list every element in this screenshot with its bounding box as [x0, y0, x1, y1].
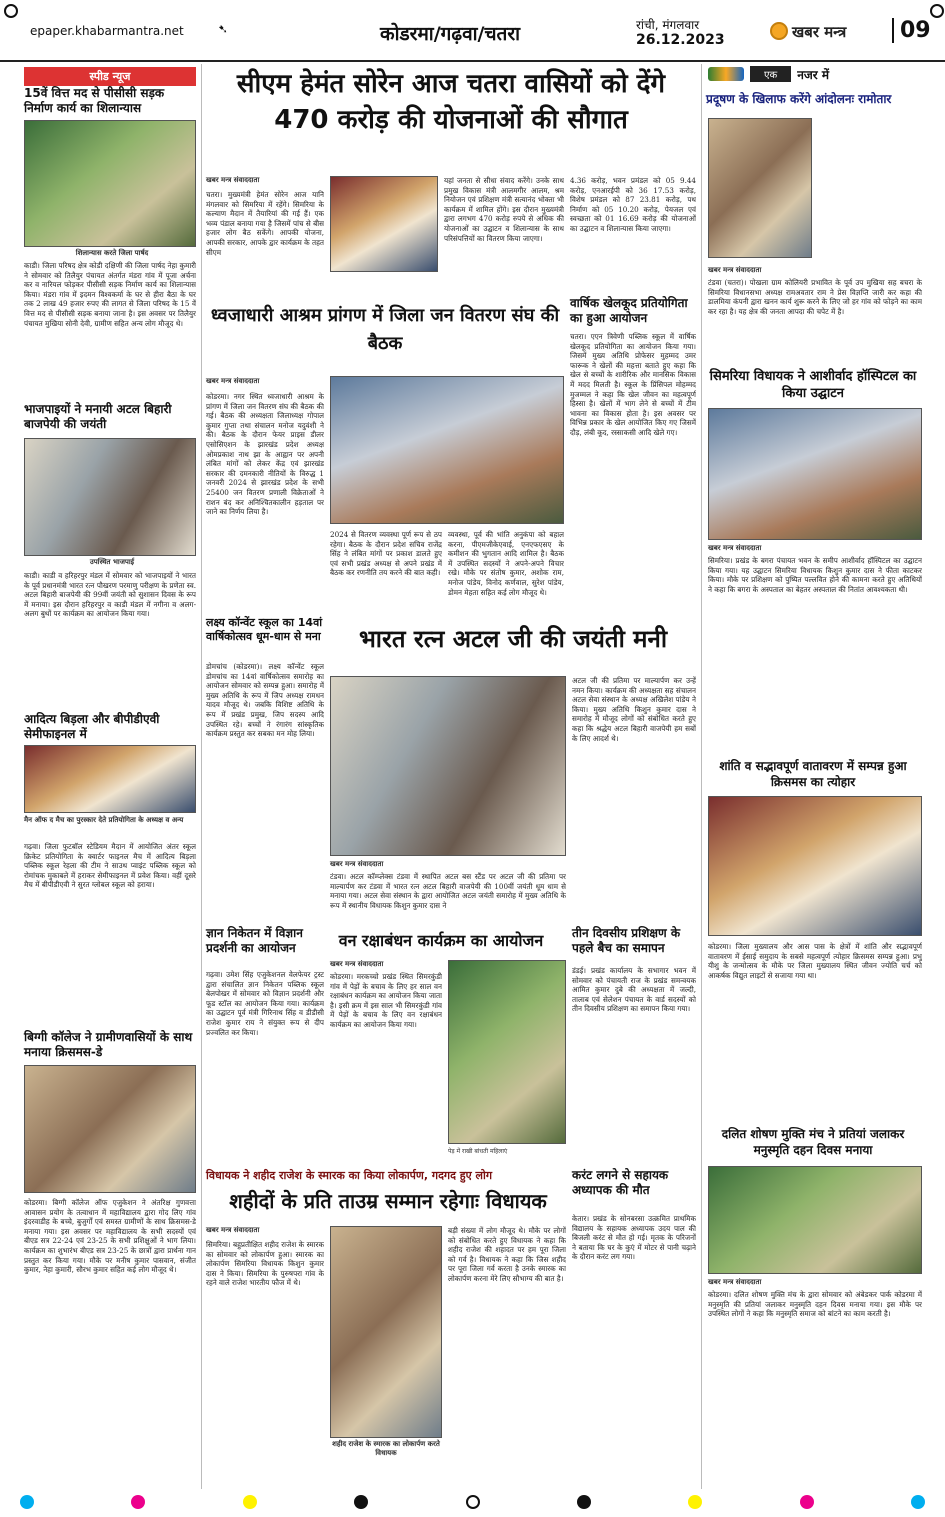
left-photo-2: [24, 438, 196, 556]
lead-article-2: यहां जनता से सीधा संवाद करेंगे। उनके साथ प्रमुख विकास मंत्री आलमगीर आलम, श्रम नियोजन एवं प्रशिक्षण मंत्री सत्यानंद भोक्ता भी कार्यक्रम में शामिल होंगे। इस दौरान मुख्यमंत्री द्वारा लगभग 470 करोड़ रुपये से अधिक की योजनाओं का उद्घाटन व शिलान्यास के साथ परिसंपत्तियों का वितरण किया जाएगा।: [444, 176, 564, 243]
atal-article-2: अटल जी की प्रतिमा पर माल्यार्पण कर उन्हें नमन किया। कार्यक्रम की अध्यक्षता सह संचालन अटल सेवा संस्थान के अध्यक्ष अखिलेश पांडेय ने किया। मुख्य अतिथि किशुन कुमार दास ने समारोह में मौजूद लोगों को संबोधित करते हुए कहा कि श्रद्धेय अटल बिहारी वाजपेयी हम सबों के लिए आदर्श थे।: [572, 676, 696, 743]
left-caption-2: उपस्थित भाजपाई: [89, 558, 135, 566]
black-dot: [354, 1495, 368, 1509]
dhwaj-article-3: व्यवस्था, पूर्व की भांति अनुकंपा को बहाल करना, पीएमजीकेएवाई, एनएफएसए के कमीशन की भुगतान आदि शामिल है। बैठक में उपस्थित सदस्यों ने अपने-अपने विचार रखे। मौके पर संतोष कुमार, अशोक राम, मनोज पांडेय, विनोद कर्णवाल, सुरेश पांडेय, डोमन मेहता सहित कई लोग मौजूद थे।: [448, 530, 564, 597]
left-headline-2: भाजपाइयों ने मनायी अटल बिहारी बाजपेयी की जयंती: [24, 402, 172, 431]
dhwaj-byline: खबर मन्त्र संवाददाता: [206, 377, 260, 385]
left-article-1: काडी। जिला परिषद क्षेत्र कोडी दक्षिणी की जिला पार्षद नेहा कुमारी ने सोमवार को तिलैयुर पंचायत अंतर्गत मंडरा गांव में पूजा अर्चना कर व नारियल फोड़कर पीसीसी सड़क निर्माण कार्य का शिलान्यास किया। मंडरा गांव में इदमन विश्वकर्मा के घर से हीरा बैठा के घर तक 2 लाख 49 हजार रुपए की लागत से जिला परिषद के 15 वें वित्त मद से पीसीसी सड़क बनाया जाना है। इस अवसर पर तिलैयुर पंचायत मुखिया सोनी देवी, ग्रामीण सहित अन्य लोग मौजूद थे।: [24, 261, 196, 328]
registration-dot: [4, 4, 18, 18]
left-caption-3: मैन ऑफ द मैच का पुरस्कार देते प्रतियोगिता के अध्यक्ष व अन्य: [24, 816, 184, 824]
shaheed-headline: शहीदों के प्रति ताउम्र सम्मान रहेगाः विधायक: [229, 1189, 547, 1213]
lead-article-3: 4.36 करोड़, भवन प्रमंडल को 05 9.44 करोड़, एनआरईपी को 36 17.53 करोड़, विशेष प्रमंडल को 87 23.81 करोड़, पथ निर्माण को 05 10.20 करोड़, पेयजल एवं स्वच्छता को 01 16.69 करोड़ की योजनाओं का उद्घाटन व शिलान्यास किया जाएगा।: [570, 176, 696, 233]
shaheed-kicker: विधायक ने शहीद राजेश के स्मारक का किया लोकार्पण, गदगद हुए लोग: [206, 1169, 493, 1182]
right-headline-4: दलित शोषण मुक्ति मंच ने प्रतियां जलाकर मनुस्मृति दहन दिवस मनाया: [721, 1127, 905, 1157]
city-day: रांची, मंगलवार: [636, 18, 700, 32]
right-article-4: कोडरमा। दलित शोषण मुक्ति मंच के द्वारा सोमवार को अंबेडकर पार्क कोडरमा में मनुस्मृति की प्रतियां जलाकर मनुस्मृति दहन दिवस मनाया गया। इस मौके पर उपस्थित लोगों ने कहा कि मनुस्मृति समाज को बांटने का काम करती है।: [708, 1290, 922, 1319]
left-photo-1: [24, 120, 196, 247]
left-article-3: गढ़वा। जिला फुटबॉल स्टेडियम मैदान में आयोजित अंतर स्कूल क्रिकेट प्रतियोगिता के क्वार्टर फाइनल मैच में आदित्य बिड़ला पब्लिक स्कूल रेहला की टीम ने साउथ प्वाइंट पब्लिक स्कूल को रोमांचक मुकाबले में हराकर सेमीफाइनल में प्रवेश किया। वहीं दूसरे मैच में बीपीडीएवी ने सुरत ग्लोबल स्कूल को हराया।: [24, 842, 196, 890]
cursor-icon: ➷: [218, 22, 229, 36]
cyan-dot: [911, 1495, 925, 1509]
black-dot: [577, 1495, 591, 1509]
sports-article: चतरा। एएन त्रिवेणी पब्लिक स्कूल में वार्षिक खेलकूद प्रतियोगिता का आयोजन किया गया। जिसमें मुख्य अतिथि प्रोफेसर मुहम्मद उमर फारूक ने खेलों की महत्ता बताते हुए कहा कि खेल से बच्चों के शारीरिक और मानसिक विकास में मदद मिलती है। स्कूल के प्रिंसिपल मोहम्मद मुजम्मल ने कहा कि खेल जीवन का महत्वपूर्ण हिस्सा है। खेलों में भाग लेने से बच्चों में टीम भावना का विकास होता है। इस अवसर पर विभिन्न प्रकार के खेल आयोजित किए गए जिसमें दौड़, लंबी कूद, रस्साकसी आदि खेले गए।: [570, 332, 696, 437]
left-headline-4: बिग्गी कॉलेज ने ग्रामीणवासियों के साथ मनाया क्रिसमस-डे: [24, 1030, 193, 1059]
dhwaj-article-2: 2024 से वितरण व्यवस्था पूर्ण रूप से ठप रहेगा। बैठक के दौरान प्रदेश सचिव राजेंद्र सिंह ने लंबित मांगों पर प्रकाश डालते हुए एवं सभी प्रखंड अध्यक्ष से अपने प्रखंड में बैठक कर रणनीति तय करने की बात कही।: [330, 530, 442, 578]
dhwaj-article-1: कोडरमा। नगर स्थित ध्वजाधारी आश्रम के प्रांगण में जिला जन वितरण संघ की बैठक की गई। बैठक की अध्यक्षता जिलाध्यक्ष गोपाल कुमार गुप्ता तथा संचालन मनोज यदुवंशी ने की। बैठक के दौरान फेयर प्राइस डीलर एसोसिएशन के झारखंड प्रदेश अध्यक्ष ओमप्रकाश नाथ झा के आह्वान पर अपनी लंबित मांगों को लेकर केंद्र एवं झारखंड सरकार की दमनकारी नीतियों के विरुद्ध 1 जनवरी 2024 से झारखंड प्रदेश के सभी 25400 जन वितरण प्रणाली विक्रेताओं ने राशन बंद कर अनिश्चितकालीन हड़ताल पर जाने का निर्णय लिया है।: [206, 392, 324, 517]
region-title: कोडरमा/गढ़वा/चतरा: [380, 23, 521, 45]
lead-article-1: चतरा। मुख्यमंत्री हेमंत सोरेन आज यानि मंगलवार को सिमरिया में रहेंगे। सिमरिया के कल्याण मैदान में तैयारियां की गई हैं। एक भव्य पंडाल बनाया गया है जिसमें पांच से बीस हजार लोग बैठ सकेंगे। आपकी योजना, आपकी सरकार, आपके द्वार कार्यक्रम के तहत सीएम: [206, 190, 324, 257]
karant-article: केतार। प्रखंड के सोनबरसा उत्क्रमित प्राथमिक विद्यालय के सहायक अध्यापक उदय पाल की बिजली करंट से मौत हो गई। मृतक के परिजनों ने बताया कि घर के कुएं में मोटर से पानी चढ़ाने के दौरान करंट लग गया।: [572, 1214, 696, 1262]
right-photo-3: [708, 796, 922, 936]
right-byline-4: खबर मन्त्र संवाददाता: [708, 1278, 762, 1286]
column-rule: [701, 64, 702, 1489]
shaheed-article-1: सिमरिया। बहुप्रतीक्षित शहीद राजेश के स्मारक का सोमवार को लोकार्पण हुआ। स्मारक का लोकार्पण सिमरिया विधायक किशुन कुमार दास ने किया। सिमरिया के पुरुषपरा गांव के रहने वाले राजेश भारतीय फौज में थे।: [206, 1240, 324, 1288]
shaheed-photo: [330, 1226, 442, 1438]
shaheed-article-2: बड़ी संख्या में लोग मौजूद थे। मौके पर लोगों को संबोधित करते हुए विधायक ने कहा कि शहीद राजेश की शहादत पर हम पूरा जिला को गर्व है। विधायक ने कहा कि जिस शहीद पर पूरा जिला गर्व करता है उनके स्मारक का लोकार्पण करना मेरे लिए सौभाग्य की बात है।: [448, 1226, 566, 1283]
ek-nazar-tag: [708, 66, 918, 82]
train-article: डंडई। प्रखंड कार्यालय के सभागार भवन में सोमवार को पंचायती राज के प्रखंड समन्वयक आमित कुमार दुबे की अध्यक्षता में जल्दी, तालाब एवं सेलेशन पंचायत के वार्ड सदस्यों को तीन दिवसीय प्रशिक्षण का समापन किया गया।: [572, 966, 696, 1014]
left-caption-1: शिलान्यास करते जिला पार्षद: [75, 249, 149, 257]
karant-headline: करंट लगने से सहायक अध्यापक की मौत: [572, 1168, 669, 1197]
nazar-label: नजर में: [797, 67, 830, 82]
yellow-dot: [243, 1495, 257, 1509]
right-byline-2: खबर मन्त्र संवाददाता: [708, 544, 762, 552]
color-bar-bottom: [20, 1494, 925, 1510]
page-number: 09: [892, 18, 931, 43]
dhwaj-headline: ध्वजाधारी आश्रम प्रांगण में जिला जन वितरण संघ की बैठक: [210, 305, 560, 354]
issue-date: 26.12.2023: [636, 32, 725, 48]
van-caption: पेड़ में राखी बांधती महिलाएं: [448, 1148, 508, 1155]
dhwaj-photo: [330, 376, 564, 524]
right-headline-1: प्रदूषण के खिलाफ करेंगे आंदोलनः रामोतार: [706, 92, 892, 106]
atal-photo: [330, 676, 566, 856]
right-article-3: कोडरमा। जिला मुख्यालय और आस पास के क्षेत्रों में शांति और सद्भावपूर्ण वातावरण में ईसाई समुदाय के सबसे महत्वपूर्ण त्योहार क्रिसमस सम्पन्न हुआ। प्रभु यीशु के जन्मोत्सव के मौके पर जिला मुख्यालय स्थित जीवन ज्योति चर्च को आकर्षक विद्युत लाइटों से सजाया गया था।: [708, 942, 922, 980]
ek-label: एक: [750, 66, 791, 82]
gyan-article: गढ़वा। उमेश सिंह एजुकेशनल वेलफेयर ट्रस्ट द्वारा संचालित ज्ञान निकेतन पब्लिक स्कूल बेलपोखर में सोमवार को विज्ञान प्रदर्शनी और फूड स्टॉल का आयोजन किया गया। कार्यक्रम का उद्घाटन पूर्व मंत्री गिरिनाथ सिंह व डीडीसी राजेश कुमार राय ने संयुक्त रूप से दीप प्रज्वलित कर किया।: [206, 970, 324, 1037]
yellow-dot: [688, 1495, 702, 1509]
right-headline-3: शांति व सद्भावपूर्ण वातावरण में सम्पन्न हुआ क्रिसमस का त्योहार: [719, 759, 907, 789]
right-photo-1: [708, 118, 812, 258]
left-photo-3: [24, 745, 196, 813]
right-photo-2: [708, 408, 922, 540]
school-headline: लक्ष्य कॉन्वेंट स्कूल का 14वां वार्षिकोत्सव धूम-धाम से मना: [206, 616, 323, 643]
van-article: कोडरमा। मरकच्चो प्रखंड स्थित सिमरकुंडी गांव में पेड़ों के बचाव के लिए हर साल वन रक्षाबंधन कार्यक्रम का आयोजन किया जाता है। इसी क्रम में इस साल भी सिमरकुंडी गांव में पेड़ों के बचाव के लिए वन रक्षाबंधन कार्यक्रम का आयोजन किया गया।: [330, 972, 442, 1029]
right-byline-1: खबर मन्त्र संवाददाता: [708, 266, 762, 274]
left-photo-4: [24, 1065, 196, 1193]
gyan-headline: ज्ञान निकेतन में विज्ञान प्रदर्शनी का आयोजन: [206, 926, 303, 955]
brand-logo-icon: [770, 22, 788, 40]
brand-name: खबर मन्त्र: [792, 23, 847, 41]
registration-dot: [930, 4, 944, 18]
school-article: डोमचांच (कोडरमा)। लक्ष्य कॉन्वेंट स्कूल डोमचांच का 14वां वार्षिकोत्सव समारोह का आयोजन सोमवार को सम्पन्न हुआ। समारोह में मुख्य अतिथि के रूप में जिप अध्यक्ष रामधन यादव मौजूद थे। जबकि विशिष्ट अतिथि के रूप में प्रखंड प्रमुख, जिप सदस्य आदि उपस्थित रहे। बच्चों ने रंगारंग सांस्कृतिक कार्यक्रम प्रस्तुत कर सबका मन मोह लिया।: [206, 662, 324, 739]
magenta-dot: [800, 1495, 814, 1509]
cyan-dot: [20, 1495, 34, 1509]
color-dots-top: [4, 4, 944, 18]
lead-headline: सीएम हेमंत सोरेन आज चतरा वासियों को देंगे 470 करोड़ की योजनाओं की सौगात: [236, 69, 666, 135]
van-photo: [448, 960, 566, 1144]
shaheed-caption: शहीद राजेश के स्मारक का लोकार्पण करते विधायक: [332, 1440, 440, 1457]
atal-article-1: टंडवा। अटल कॉम्प्लेक्स टंडवा में स्थापित अटल बस स्टैंड पर अटल जी की प्रतिमा पर माल्यार्पण कर टंडवा में भारत रत्न अटल बिहारी वाजपेयी की 100वीं जयंती धूम धाम से मनाया गया। अटल सेवा संस्थान के द्वारा आयोजित अटल जयंती समारोह में मुख्य अतिथि के रूप में स्थानीय विधायक किशुन कुमार दास ने: [330, 872, 566, 910]
site-url[interactable]: epaper.khabarmantra.net: [30, 24, 184, 38]
left-article-4: कोडरमा। बिग्गी कॉलेज ऑफ एजुकेशन ने अंतरिक्ष गुणवत्ता आवासन प्रयोग के तत्वाधान में महाविद्यालय द्वारा गोद लिए गांव इंदरवाडीह के बच्चे, बुजुर्गों एवं समस्त ग्रामीणों के साथ क्रिसमस-डे मनाया गया। इस अवसर पर महाविद्यालय के सभी सदस्यों एवं बीएड सत्र 22-24 एवं 23-25 के सभी प्रशिक्षुओं ने भाग लिया। कार्यक्रम का शुभारंभ बीएड सत्र 23-25 के छात्रों द्वारा प्रार्थना गान प्रस्तुत कर किया गया। मौके पर मनीष कुमार पासवान, संजीत कुमार, नेहा कुमारी, सौरभ कुमार सहित कई लोग मौजूद थे।: [24, 1198, 196, 1275]
speed-news-label: स्पीड न्यूज: [24, 67, 196, 86]
magenta-dot: [131, 1495, 145, 1509]
right-headline-2: सिमरिया विधायक ने आशीर्वाद हॉस्पिटल का किया उद्घाटन: [709, 369, 917, 401]
left-headline-3: आदित्य बिड़ला और बीपीडीएवी सेमीफाइनल में: [24, 712, 160, 741]
train-headline: तीन दिवसीय प्रशिक्षण के पहले बैच का समापन: [572, 926, 681, 955]
van-headline: वन रक्षाबंधन कार्यक्रम का आयोजन: [338, 931, 544, 950]
column-rule: [201, 64, 202, 1489]
masthead: [0, 0, 945, 62]
right-article-1: टंडवा (चतरा)। पोखला ग्राम कोलियरी प्रभावित के पूर्व उप मुखिया सह बचरा के सिमरिया विधानसभा अध्यक्ष रामअवतार राम ने प्रेस विज्ञप्ति जारी कर कहा की डालमिया कंपनी द्वारा खनन कार्य शुरू करने के लिए जो हर गांव को फोड़ने का काम कर रहा है। यह क्षेत्र की जनता आपदा की चपेट में है।: [708, 278, 922, 316]
lead-byline: खबर मन्त्र संवाददाता: [206, 176, 260, 184]
right-photo-4: [708, 1166, 922, 1274]
sports-headline: वार्षिक खेलकूद प्रतियोगिता का हुआ आयोजन: [570, 296, 688, 325]
van-byline: खबर मन्त्र संवाददाता: [330, 960, 384, 968]
atal-headline: भारत रत्न अटल जी की जयंती मनी: [358, 625, 668, 653]
lead-photo: [330, 176, 438, 272]
registration-mark-icon: [466, 1495, 480, 1509]
left-article-2: काडी। काडी व हरिहरपुर मंडल में सोमवार को भाजपाइयों ने भारत के पूर्व प्रधानमंत्री भारत रत्न पौखरण परमाणु परीक्षण के प्रणेता स्व. अटल बिहारी बाजपेयी की 99वीं जयंती को सुशासन दिवस के रूप में मनाया। इस दौरान हरिहरपुर व काडी मंडल में नगीना व अलग-अलग बुथों पर कार्यक्रम का आयोजन किया गया।: [24, 571, 196, 619]
shaheed-byline: खबर मन्त्र संवाददाता: [206, 1226, 260, 1234]
left-headline-1: 15वें वित्त मद से पीसीसी सड़क निर्माण कार्य का शिलान्यास: [24, 86, 165, 115]
atal-byline: खबर मन्त्र संवाददाता: [330, 860, 384, 868]
right-article-2: सिमरिया। प्रखंड के बगरा पंचायत भवन के समीप आशीर्वाद हॉस्पिटल का उद्घाटन किया गया। यह उद्घाटन सिमरिया विधायक किशुन कुमार दास ने फीता काटकर किया। मौके पर प्रशिक्षण को पुष्पित पल्लवित होने की कामना करते हुए अतिथियों ने कहा कि बगरा के अस्पताल का बेहतर अस्पताल की नितांत आवश्यकता थी।: [708, 556, 922, 594]
sticker-icon: [708, 67, 744, 81]
